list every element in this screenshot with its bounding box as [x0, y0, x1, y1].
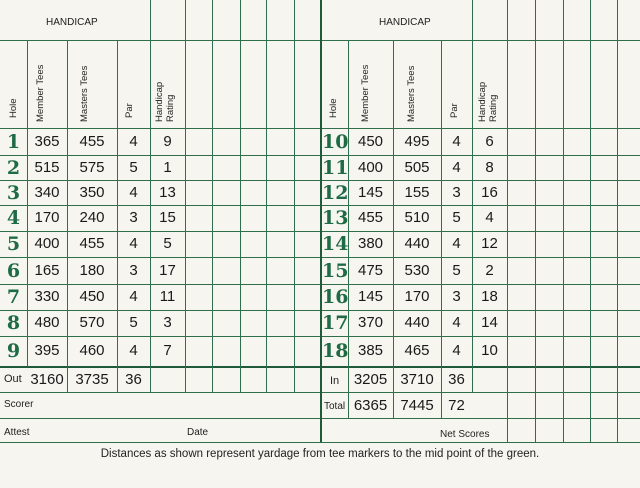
column-header-handicap-rating: Handicap Rating [477, 81, 499, 122]
par-value: 4 [129, 342, 138, 359]
handicap-header-left: HANDICAP [46, 17, 98, 28]
in-par-total: 36 [448, 371, 465, 388]
in-masters-total: 3710 [400, 371, 434, 388]
grid-line [507, 0, 508, 442]
hole-number: 13 [322, 207, 349, 229]
grid-line [240, 0, 241, 392]
total-member: 6365 [353, 397, 388, 414]
handicap-rating: 15 [159, 209, 176, 226]
total-label: Total [324, 401, 346, 412]
handicap-rating: 9 [163, 132, 172, 150]
masters-tees-yardage: 350 [79, 183, 105, 201]
handicap-rating: 6 [485, 132, 494, 150]
handicap-rating: 17 [159, 261, 176, 279]
handicap-rating: 3 [163, 314, 172, 331]
masters-tees-yardage: 465 [404, 342, 430, 359]
footer-note: Distances as shown represent yardage from tee markers to the mid point of the green. [100, 448, 540, 460]
handicap-rating: 18 [481, 288, 498, 305]
net-scores-label: Net Scores [440, 429, 490, 440]
out-par-total: 36 [125, 371, 142, 388]
grid-line [617, 0, 618, 442]
hole-number: 2 [6, 156, 21, 179]
member-tees-yardage: 480 [34, 314, 60, 331]
masters-tees-yardage: 570 [79, 314, 105, 331]
column-header-member-tees: Member Tees [360, 64, 371, 122]
par-value: 5 [129, 314, 138, 331]
total-par: 72 [448, 397, 465, 414]
handicap-rating: 7 [163, 342, 172, 359]
member-tees-yardage: 450 [357, 132, 384, 150]
hole-number: 11 [322, 156, 349, 179]
out-label: Out [4, 373, 22, 385]
par-value: 3 [129, 209, 138, 226]
par-value: 4 [129, 132, 138, 150]
hole-number: 7 [6, 286, 21, 308]
par-value: 5 [452, 261, 461, 279]
par-value: 3 [452, 183, 461, 201]
grid-line [535, 0, 536, 442]
grid-line [563, 0, 564, 442]
handicap-rating: 2 [485, 261, 494, 279]
in-member-total: 3205 [353, 371, 388, 388]
date-label: Date [187, 427, 209, 438]
hole-number: 10 [322, 130, 349, 153]
column-header-hole: Hole [328, 98, 339, 118]
member-tees-yardage: 385 [357, 342, 384, 359]
column-header-member-tees: Member Tees [35, 64, 46, 122]
handicap-rating: 13 [159, 183, 176, 201]
par-value: 4 [452, 342, 461, 359]
column-header-par: Par [124, 103, 135, 118]
out-member-total: 3160 [30, 371, 64, 388]
par-value: 4 [129, 288, 138, 305]
grid-line [0, 442, 640, 443]
member-tees-yardage: 370 [357, 314, 384, 331]
column-header-handicap-rating: Handicap Rating [154, 81, 176, 122]
member-tees-yardage: 330 [34, 288, 60, 305]
handicap-rating: 10 [481, 342, 498, 359]
masters-tees-yardage: 440 [404, 235, 430, 252]
column-header-hole: Hole [8, 98, 19, 118]
par-value: 4 [452, 314, 461, 331]
hole-number: 6 [6, 259, 21, 282]
handicap-rating: 8 [485, 158, 494, 176]
par-value: 5 [129, 158, 138, 176]
par-value: 4 [129, 235, 138, 252]
in-label: In [330, 375, 340, 387]
member-tees-yardage: 380 [357, 235, 384, 252]
masters-tees-yardage: 455 [79, 132, 105, 150]
handicap-rating: 14 [481, 314, 498, 331]
member-tees-yardage: 170 [34, 209, 60, 226]
hole-number: 3 [6, 181, 21, 204]
member-tees-yardage: 145 [357, 288, 384, 305]
hole-number: 12 [322, 181, 349, 204]
par-value: 3 [452, 288, 461, 305]
handicap-rating: 16 [481, 183, 498, 201]
column-header-masters-tees: Masters Tees [406, 65, 417, 122]
par-value: 4 [452, 132, 461, 150]
grid-line [441, 40, 442, 418]
masters-tees-yardage: 510 [404, 209, 430, 226]
hole-number: 16 [322, 286, 349, 308]
masters-tees-yardage: 240 [79, 209, 105, 226]
attest-label: Attest [4, 427, 30, 438]
hole-number: 5 [6, 233, 21, 255]
hole-number: 18 [322, 340, 349, 362]
hole-number: 15 [322, 259, 349, 282]
masters-tees-yardage: 155 [404, 183, 430, 201]
member-tees-yardage: 455 [357, 209, 384, 226]
masters-tees-yardage: 575 [79, 158, 105, 176]
grid-line [266, 0, 267, 392]
member-tees-yardage: 145 [357, 183, 384, 201]
member-tees-yardage: 400 [357, 158, 384, 176]
par-value: 4 [129, 183, 138, 201]
column-header-masters-tees: Masters Tees [79, 65, 90, 122]
member-tees-yardage: 340 [34, 183, 60, 201]
par-value: 4 [452, 235, 461, 252]
grid-line [212, 0, 213, 392]
masters-tees-yardage: 530 [404, 261, 430, 279]
handicap-header-right: HANDICAP [379, 17, 431, 28]
grid-line [590, 0, 591, 442]
hole-number: 9 [6, 340, 21, 362]
member-tees-yardage: 515 [34, 158, 60, 176]
masters-tees-yardage: 180 [79, 261, 105, 279]
handicap-rating: 5 [163, 235, 172, 252]
member-tees-yardage: 400 [34, 235, 60, 252]
handicap-rating: 1 [163, 158, 172, 176]
masters-tees-yardage: 460 [79, 342, 105, 359]
par-value: 4 [452, 158, 461, 176]
grid-line [393, 40, 394, 418]
member-tees-yardage: 365 [34, 132, 60, 150]
masters-tees-yardage: 440 [404, 314, 430, 331]
grid-line [294, 0, 295, 392]
column-header-par: Par [449, 103, 460, 118]
grid-line [185, 0, 186, 392]
member-tees-yardage: 395 [34, 342, 60, 359]
hole-number: 1 [6, 130, 21, 153]
masters-tees-yardage: 170 [404, 288, 430, 305]
masters-tees-yardage: 455 [79, 235, 105, 252]
handicap-rating: 12 [481, 235, 498, 252]
hole-number: 4 [6, 207, 21, 229]
handicap-rating: 11 [159, 288, 176, 305]
scorer-label: Scorer [4, 399, 34, 410]
hole-number: 8 [6, 312, 21, 334]
member-tees-yardage: 475 [357, 261, 384, 279]
member-tees-yardage: 165 [34, 261, 60, 279]
out-masters-total: 3735 [75, 371, 109, 388]
masters-tees-yardage: 495 [404, 132, 430, 150]
grid-line [348, 40, 349, 418]
handicap-rating: 4 [485, 209, 494, 226]
hole-number: 17 [322, 312, 349, 334]
par-value: 5 [452, 209, 461, 226]
total-masters: 7445 [400, 397, 434, 414]
hole-number: 14 [322, 233, 349, 255]
masters-tees-yardage: 450 [79, 288, 105, 305]
masters-tees-yardage: 505 [404, 158, 430, 176]
par-value: 3 [129, 261, 138, 279]
